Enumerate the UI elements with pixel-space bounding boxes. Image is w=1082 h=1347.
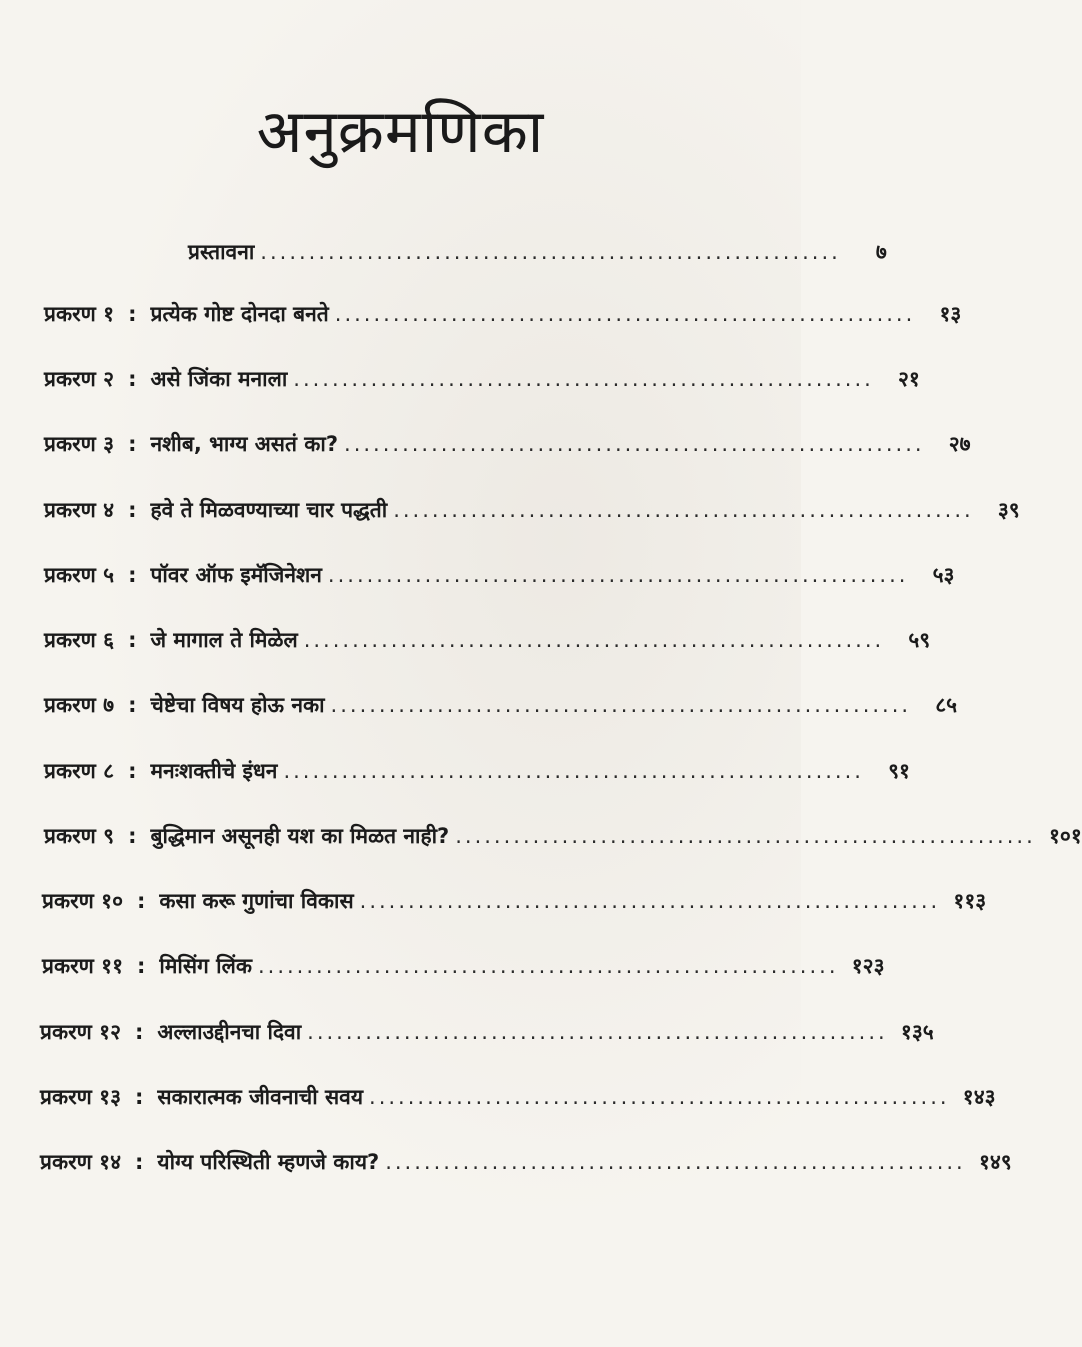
- leader-dots: ............................................................: [293, 367, 874, 391]
- chapter-title: असे जिंका मनाला: [150, 367, 288, 391]
- toc-row: [42, 881, 987, 921]
- leader-dots: ............................................................: [283, 759, 864, 783]
- leader-dots: ............................................................: [455, 824, 1036, 848]
- toc-preface-row: [188, 232, 887, 272]
- chapter-title: जे मागाल ते मिळेल: [150, 628, 298, 652]
- chapter-number: प्रकरण ८: [44, 759, 115, 783]
- colon-separator: :: [128, 628, 137, 652]
- chapter-title: हवे ते मिळवण्याच्या चार पद्धती: [150, 498, 388, 522]
- page-number: २७: [948, 432, 971, 456]
- chapter-title: योग्य परिस्थिती म्हणजे काय?: [157, 1150, 380, 1174]
- chapter-number: प्रकरण १: [44, 302, 115, 326]
- page-number: ३९: [997, 498, 1020, 522]
- chapter-number: प्रकरण २: [44, 367, 115, 391]
- leader-dots: ............................................................: [307, 1020, 888, 1044]
- colon-separator: :: [128, 824, 137, 848]
- colon-separator: :: [128, 759, 137, 783]
- leader-dots: ............................................................: [257, 954, 839, 978]
- leader-dots: ............................................................: [359, 889, 941, 913]
- leader-dots: ............................................................: [327, 563, 909, 587]
- leader-dots: ............................................................: [334, 302, 916, 326]
- toc-row: [44, 555, 955, 595]
- chapter-number: प्रकरण ११: [42, 954, 123, 978]
- page-number: १२३: [851, 954, 885, 978]
- colon-separator: :: [137, 954, 146, 978]
- chapter-number: प्रकरण १३: [40, 1085, 121, 1109]
- chapter-number: प्रकरण १४: [40, 1150, 121, 1174]
- chapter-number: प्रकरण ५: [44, 563, 115, 587]
- chapter-number: प्रकरण १२: [40, 1020, 121, 1044]
- page-number: १४३: [962, 1085, 996, 1109]
- chapter-title: चेष्टेचा विषय होऊ नका: [150, 693, 325, 717]
- chapter-title: मनःशक्तीचे इंधन: [150, 759, 278, 783]
- toc-row: [40, 1012, 934, 1052]
- leader-dots: ............................................................: [369, 1085, 950, 1109]
- chapter-title: कसा करू गुणांचा विकास: [159, 889, 354, 913]
- chapter-number: प्रकरण १०: [42, 889, 123, 913]
- toc-row: [40, 1077, 996, 1117]
- page-number: १३: [939, 302, 962, 326]
- toc-row: [44, 359, 920, 399]
- chapter-title: बुद्धिमान असूनही यश का मिळत नाही?: [150, 824, 450, 848]
- leader-dots: ............................................................: [260, 240, 841, 264]
- page-number: १०१: [1049, 824, 1082, 848]
- page-number: १३५: [900, 1020, 934, 1044]
- page-number: ५९: [908, 628, 931, 652]
- preface-label: प्रस्तावना: [188, 240, 255, 264]
- chapter-number: प्रकरण ९: [44, 824, 115, 848]
- chapter-title: प्रत्येक गोष्ट दोनदा बनते: [150, 302, 329, 326]
- colon-separator: :: [137, 889, 146, 913]
- chapter-title: पॉवर ऑफ इमॅजिनेशन: [150, 563, 322, 587]
- chapter-title: अल्लाउद्दीनचा दिवा: [157, 1020, 302, 1044]
- colon-separator: :: [128, 563, 137, 587]
- colon-separator: :: [128, 693, 137, 717]
- toc-row: [44, 751, 910, 791]
- colon-separator: :: [128, 367, 137, 391]
- page-number: ५३: [932, 563, 955, 587]
- leader-dots: ............................................................: [344, 432, 925, 456]
- leader-dots: ............................................................: [385, 1150, 966, 1174]
- page-number: ८५: [935, 693, 958, 717]
- toc-row: [44, 424, 971, 464]
- page-number: ९१: [888, 759, 910, 783]
- page-number: १४९: [978, 1150, 1012, 1174]
- toc-row: [42, 946, 885, 986]
- leader-dots: ............................................................: [303, 628, 885, 652]
- chapter-number: प्रकरण ७: [44, 693, 115, 717]
- chapter-number: प्रकरण ६: [44, 628, 115, 652]
- page-title: अनुक्रमणिका: [256, 97, 545, 167]
- leader-dots: ............................................................: [393, 498, 974, 522]
- colon-separator: :: [128, 432, 137, 456]
- chapter-number: प्रकरण ३: [44, 432, 115, 456]
- toc-row: [44, 490, 1020, 530]
- colon-separator: :: [128, 302, 137, 326]
- chapter-title: मिसिंग लिंक: [159, 954, 252, 978]
- colon-separator: :: [135, 1150, 144, 1174]
- toc-row: [44, 620, 931, 660]
- colon-separator: :: [135, 1020, 144, 1044]
- page-number: २१: [897, 367, 920, 391]
- page-number: ११३: [953, 889, 987, 913]
- chapter-number: प्रकरण ४: [44, 498, 115, 522]
- toc-row: [40, 1142, 1012, 1182]
- leader-dots: ............................................................: [330, 693, 912, 717]
- preface-page-number: ७: [875, 240, 887, 264]
- colon-separator: :: [135, 1085, 144, 1109]
- toc-row: [44, 294, 962, 334]
- chapter-title: नशीब, भाग्य असतं का?: [150, 432, 339, 456]
- toc-row: [44, 816, 1082, 856]
- chapter-title: सकारात्मक जीवनाची सवय: [157, 1085, 364, 1109]
- toc-row: [44, 685, 958, 725]
- colon-separator: :: [128, 498, 137, 522]
